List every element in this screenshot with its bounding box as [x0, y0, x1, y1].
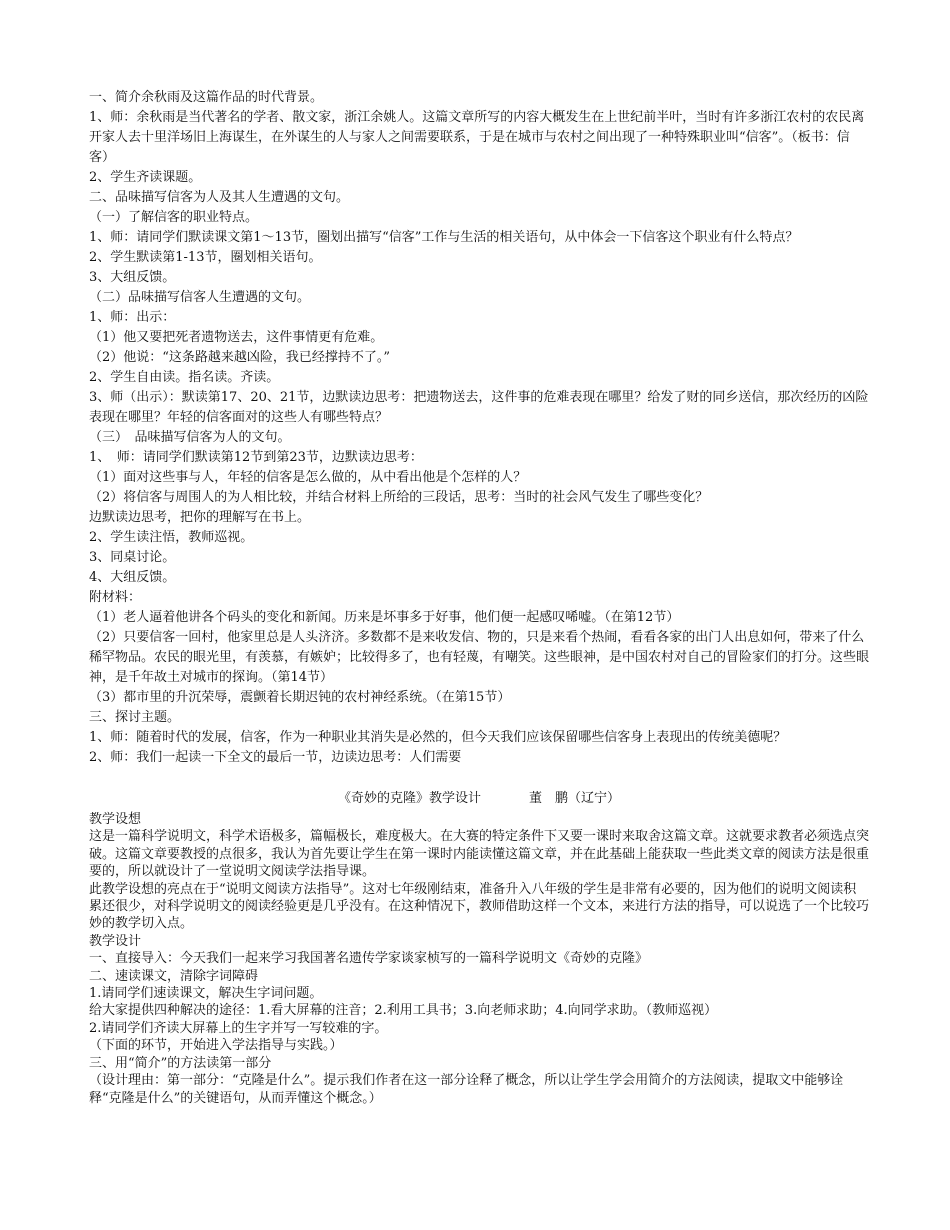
paragraph: 4、大组反馈。	[89, 570, 176, 585]
paragraph: 2、学生齐读课题。	[89, 170, 202, 185]
paragraph: 给大家提供四种解决的途径：1.看大屏幕的注音；2.利用工具书；3.向老师求助；4.向同学求助。（教师巡视）	[89, 1003, 718, 1019]
paragraph: 2.请同学们齐读大屏幕上的生字并写一写较难的字。	[89, 1020, 388, 1036]
paragraph: （2）将信客与周围人的为人相比较，并结合材料上所给的三段话，思考：当时的社会风气发生了哪些变化？	[89, 490, 709, 505]
paragraph: （2）只要信客一回村，他家里总是人头济济。多数都不是来收发信、物的，只是来看个热闹，看看各家的出门人出息如何，带来了什么稀罕物品。农民的眼光里，有羡慕，有嫉妒；比较得多了，也有轻蔑，有嘲笑。这些眼神，是中国农村对自己的冒险家们的打分。这些眼神，是千年故土对城市的探询。（第14节）	[89, 630, 870, 685]
paragraph: 1、师：请同学们默读课文第1～13节，圈划出描写“信客”工作与生活的相关语句，从中体会一下信客这个职业有什么特点？	[89, 230, 799, 245]
subheading: （三） 品味描写信客为人的文句。	[89, 430, 291, 445]
paragraph: 1.请同学们速读课文，解决生字词问题。	[89, 986, 323, 1002]
heading: 教学设计	[89, 933, 142, 949]
paragraph: 三、用“简介”的方法读第一部分	[89, 1055, 272, 1071]
paragraph: 2、学生读注悟，教师巡视。	[89, 530, 254, 545]
paragraph: 2、学生自由读。指名读。齐读。	[89, 370, 280, 385]
paragraph: 边默读边思考，把你的理解写在书上。	[89, 510, 311, 525]
paragraph: 2、师：我们一起读一下全文的最后一节，边读边思考：人们需要	[89, 750, 462, 765]
paragraph: （下面的环节，开始进入学法指导与实践。）	[89, 1038, 343, 1054]
lesson-title: 《奇妙的克隆》教学设计	[337, 791, 481, 806]
lesson-title-line	[89, 789, 869, 809]
paragraph: 1、师：出示：	[89, 310, 176, 325]
paragraph: 1、师：随着时代的发展，信客，作为一种职业其消失是必然的，但今天我们应该保留哪些信客身上表现出的传统美德呢？	[89, 730, 787, 745]
paragraph: （设计理由：第一部分：“克隆是什么”。提示我们作者在这一部分诠释了概念，所以让学生学会用简介的方法阅读，提取文中能够诠释“克隆是什么”的关键语句，从而弄懂这个概念。）	[89, 1073, 844, 1106]
subheading: （一）了解信客的职业特点。	[89, 210, 259, 225]
paragraph: 3、师（出示）：默读第17、20、21节，边默读边思考：把遗物送去，这件事的危难表现在哪里？给发了财的同乡送信，那次经历的凶险表现在哪里？年轻的信客面对的这些人有哪些特点？	[89, 390, 869, 425]
paragraph: （3）都市里的升沉荣辱，震颤着长期迟钝的农村神经系统。（在第15节）	[89, 690, 511, 705]
paragraph: （1）他又要把死者遗物送去，这件事情更有危难。	[89, 330, 384, 345]
paragraph: （1）老人逼着他讲各个码头的变化和新闻。历来是坏事多于好事，他们便一起感叹唏嘘。（在第12节）	[89, 610, 680, 625]
clone-lesson-section	[89, 789, 869, 1107]
heading: 三、探讨主题。	[89, 710, 181, 725]
subheading: （二）品味描写信客人生遭遇的文句。	[89, 290, 311, 305]
paragraph: 3、大组反馈。	[89, 270, 176, 285]
document-page	[89, 88, 869, 1107]
paragraph: 1、 师：请同学们默读第12节到第23节，边默读边思考：	[89, 450, 423, 465]
paragraph: 此教学设想的亮点在于“说明文阅读方法指导”。这对七年级刚结束，准备升入八年级的学生是非常有必要的，因为他们的说明文阅读积累还很少，对科学说明文的阅读经验更是几乎没有。在这种情况下，教师借助这样一个文本，来进行方法的指导，可以说选了一个比较巧妙的教学切入点。	[89, 881, 870, 932]
paragraph: （2）他说：“这条路越来越凶险，我已经撑持不了。”	[89, 350, 391, 365]
paragraph: 一、直接导入：今天我们一起来学习我国著名遗传学家谈家桢写的一篇科学说明文《奇妙的克隆》	[89, 951, 649, 967]
paragraph: 2、学生默读第1-13节，圈划相关语句。	[89, 250, 322, 265]
subheading: 附材料：	[89, 590, 142, 605]
paragraph: （1）面对这些事与人，年轻的信客是怎么做的，从中看出他是个怎样的人？	[89, 470, 527, 485]
heading: 教学设想	[89, 812, 142, 827]
heading: 二、品味描写信客为人及其人生遭遇的文句。	[89, 190, 350, 205]
heading: 一、简介余秋雨及这篇作品的时代背景。	[89, 90, 324, 105]
xinke-lesson-section	[89, 88, 869, 768]
paragraph: 这是一篇科学说明文，科学术语极多，篇幅极长，难度极大。在大赛的特定条件下又要一课时来取舍这篇文章。这就要求教者必须选点突破。这篇文章要教授的点很多，我认为首先要让学生在第一课时内能读懂这篇文章，并在此基础上能获取一些此类文章的阅读方法是很重要的，所以就设计了一堂说明文阅读学法指导课。	[89, 829, 870, 880]
paragraph: 3、同桌讨论。	[89, 550, 176, 565]
lesson-author: 董 鹏（辽宁）	[529, 791, 621, 806]
paragraph: 1、师：余秋雨是当代著名的学者、散文家，浙江余姚人。这篇文章所写的内容大概发生在上世纪前半叶，当时有许多浙江农村的农民离开家人去十里洋场旧上海谋生，在外谋生的人与家人之间需要联系，于是在城市与农村之间出现了一种特殊职业叫“信客”。（板书：信客）	[89, 110, 865, 165]
paragraph: 二、速读课文，清除字词障碍	[89, 968, 259, 984]
